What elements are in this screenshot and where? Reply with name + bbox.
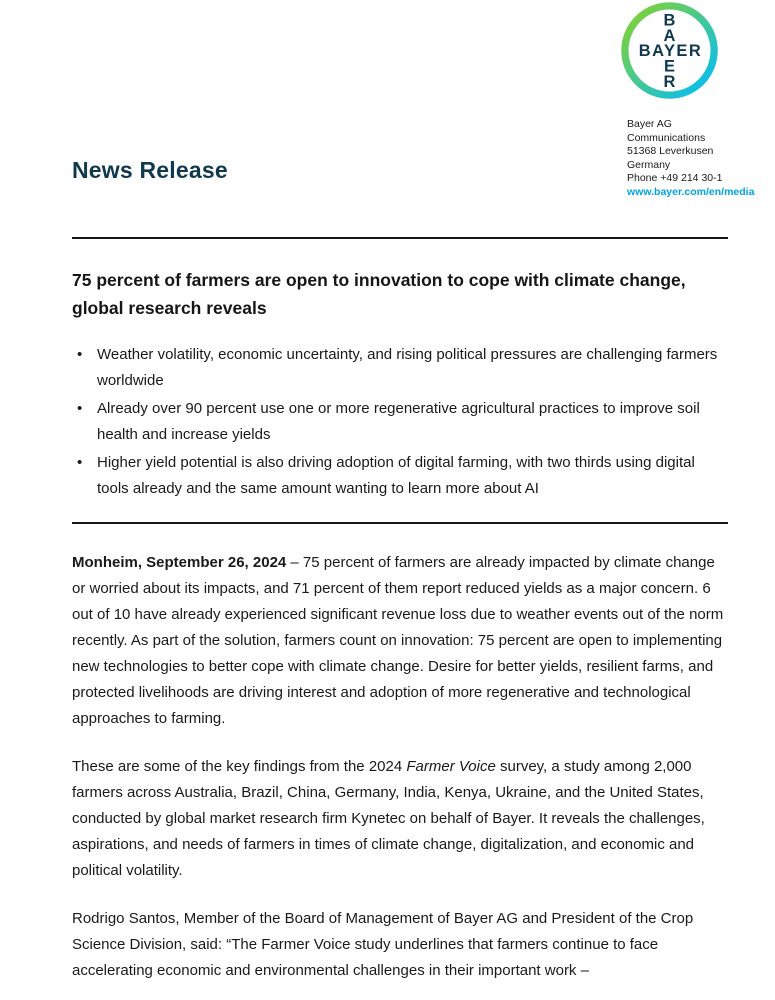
contact-company: Bayer AG [627,118,672,130]
paragraph-text: survey, a study among 2,000 farmers across Australia, Brazil, China, Germany, India, Kenya, Ukraine, and the United States, conducted by global market research firm Kynetec on behalf of Bayer. It reveals the challenges, aspirations, and needs of farmers in times of climate change, digitalization, and economic and political volatility. [72,758,705,879]
key-point-item: • Weather volatility, economic uncertainty, and rising political pressures are challenging farmers worldwide [72,342,728,394]
key-point-item: • Already over 90 percent use one or more regenerative agricultural practices to improve soil health and increase yields [72,396,728,448]
bayer-logo-letter-vertical: B [663,11,676,30]
key-points-list [72,342,728,502]
divider-bottom [72,522,728,524]
bayer-logo-letter-vertical: R [663,72,676,91]
paragraph-dateline [72,550,728,732]
document-type-title: News Release [72,157,228,183]
contact-block [627,118,754,199]
bayer-logo-letter-vertical: A [663,26,676,45]
key-point-item: • Higher yield potential is also driving adoption of digital farming, with two thirds using digital tools already and the same amount wanting to learn more about AI [72,450,728,502]
paragraph-text: These are some of the key findings from the 2024 [72,758,407,775]
contact-department: Communications [627,131,706,144]
media-website-link[interactable]: www.bayer.com/en/media [627,185,755,198]
dateline: Monheim, September 26, 2024 [72,554,287,571]
paragraph-text: – 75 percent of farmers are already impacted by climate change or worried about its impacts, and 71 percent of them report reduced yields as a major concern. 6 out of 10 have already experienced significant revenue loss due to weather events out of the norm recently. As part of the solution, farmers count on innovation: 75 percent are open to implementing new technologies to better cope with climate change. Desire for better yields, resilient farms, and protected livelihoods are driving interest and adoption of more regenerative and technological approaches to farming. [72,554,724,727]
contact-phone: Phone +49 214 30-1 [627,172,723,184]
divider-top [72,237,728,239]
bayer-logo-letter-vertical: E [664,57,675,76]
paragraph-text: Rodrigo Santos, Member of the Board of Management of Bayer AG and President of the Crop Science Division, said: “The Farmer Voice study underlines that farmers continue to face accelerating economic and environmental challenges in their important work – [72,910,694,979]
bayer-logo-word-horizontal: BAYER [638,41,703,60]
survey-name-italic: Farmer Voice [406,758,496,775]
headline: 75 percent of farmers are open to innovation to cope with climate change, global research reveals [72,270,686,318]
contact-country: Germany [627,158,671,171]
paragraph-survey [72,754,728,884]
bayer-logo [621,2,718,99]
paragraph-quote [72,906,728,984]
contact-address: 51368 Leverkusen [627,145,714,157]
